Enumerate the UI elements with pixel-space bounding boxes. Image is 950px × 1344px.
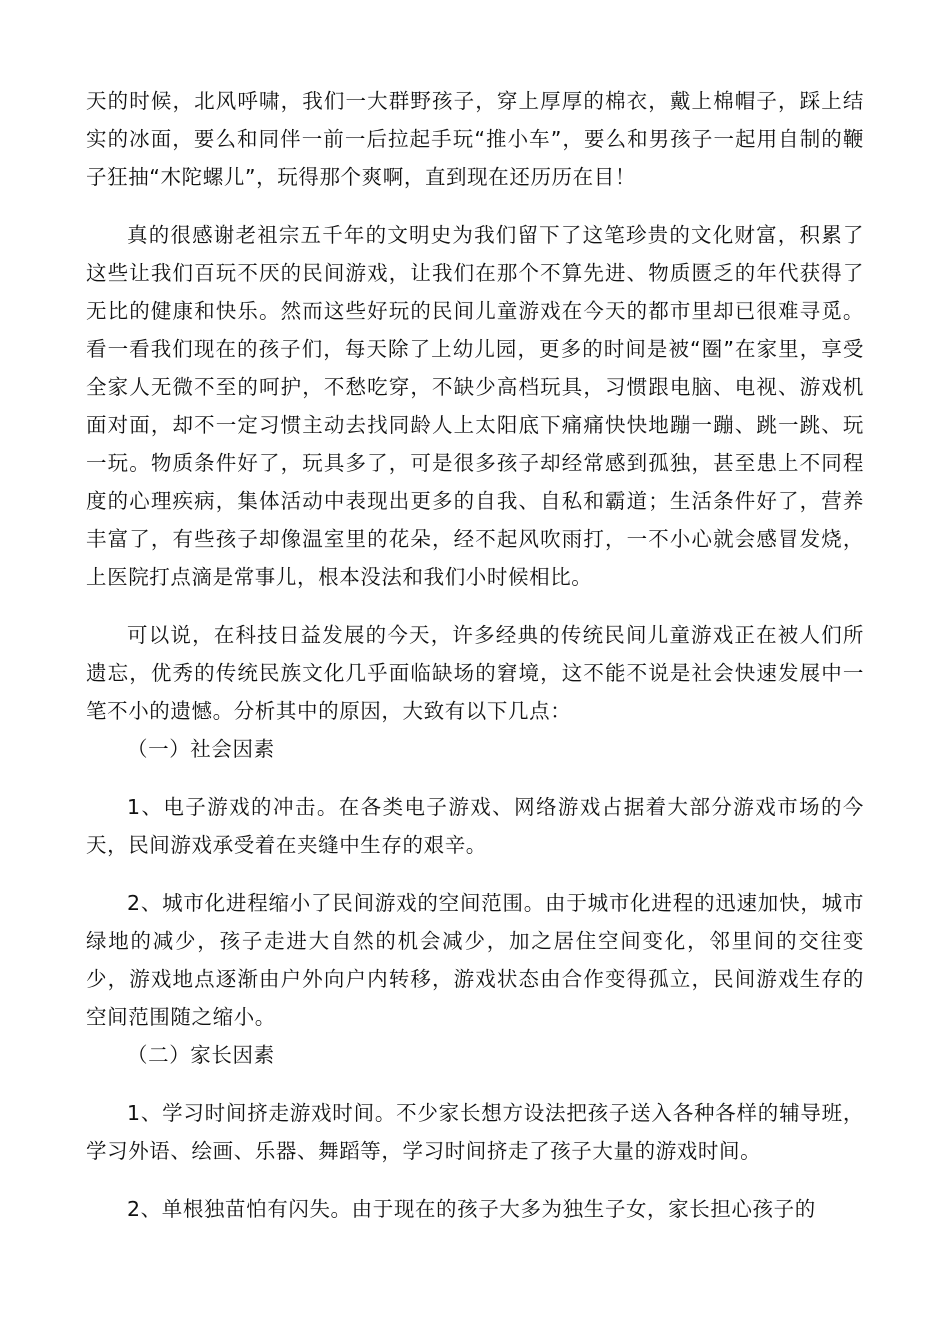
paragraph-study-time: 1、学习时间挤走游戏时间。不少家长想方设法把孩子送入各种各样的辅导班，学习外语、绘画、乐器、舞蹈等，学习时间挤走了孩子大量的游戏时间。 bbox=[86, 1101, 864, 1163]
paragraph-urbanization: 2、城市化进程缩小了民间游戏的空间范围。由于城市化进程的迅速加快，城市绿地的减少，孩子走进大自然的机会减少，加之居住空间变化，邻里间的交往变少，游戏地点逐渐由户外向户内转移，游戏状态由合作变得孤立，民间游戏生存的空间范围随之缩小。 bbox=[86, 891, 864, 1029]
paragraph-only-child: 2、单根独苗怕有闪失。由于现在的孩子大多为独生子女，家长担心孩子的 bbox=[127, 1197, 816, 1221]
section-heading-social-factors: （一）社会因素 bbox=[127, 737, 275, 761]
paragraph-electronic-games: 1、电子游戏的冲击。在各类电子游戏、网络游戏占据着大部分游戏市场的今天，民间游戏承受着在夹缝中生存的艰辛。 bbox=[86, 795, 864, 857]
section-heading-parent-factors: （二）家长因素 bbox=[127, 1043, 275, 1067]
paragraph-causes-intro: 可以说，在科技日益发展的今天，许多经典的传统民间儿童游戏正在被人们所遗忘，优秀的传统民族文化几乎面临缺场的窘境，这不能不说是社会快速发展中一笔不小的遗憾。分析其中的原因，大致有以下几点： bbox=[86, 623, 864, 723]
paragraph-gratitude-heritage: 真的很感谢老祖宗五千年的文明史为我们留下了这笔珍贵的文化财富，积累了这些让我们百玩不厌的民间游戏，让我们在那个不算先进、物质匮乏的年代获得了无比的健康和快乐。然而这些好玩的民间儿童游戏在今天的都市里却已很难寻觅。看一看我们现在的孩子们，每天除了上幼儿园，更多的时间是被“圈”在家里，享受全家人无微不至的呵护，不愁吃穿，不缺少高档玩具，习惯跟电脑、电视、游戏机面对面，却不一定习惯主动去找同龄人上太阳底下痛痛快快地蹦一蹦、跳一跳、玩一玩。物质条件好了，玩具多了，可是很多孩子却经常感到孤独，甚至患上不同程度的心理疾病，集体活动中表现出更多的自我、自私和霸道；生活条件好了，营养丰富了，有些孩子却像温室里的花朵，经不起风吹雨打，一不小心就会感冒发烧，上医院打点滴是常事儿，根本没法和我们小时候相比。 bbox=[86, 223, 864, 589]
document-page bbox=[86, 82, 864, 1228]
paragraph-winter-games: 天的时候，北风呼啸，我们一大群野孩子，穿上厚厚的棉衣，戴上棉帽子，踩上结实的冰面，要么和同伴一前一后拉起手玩“推小车”，要么和男孩子一起用自制的鞭子狂抽“木陀螺儿”，玩得那个爽啊，直到现在还历历在目！ bbox=[86, 89, 864, 189]
